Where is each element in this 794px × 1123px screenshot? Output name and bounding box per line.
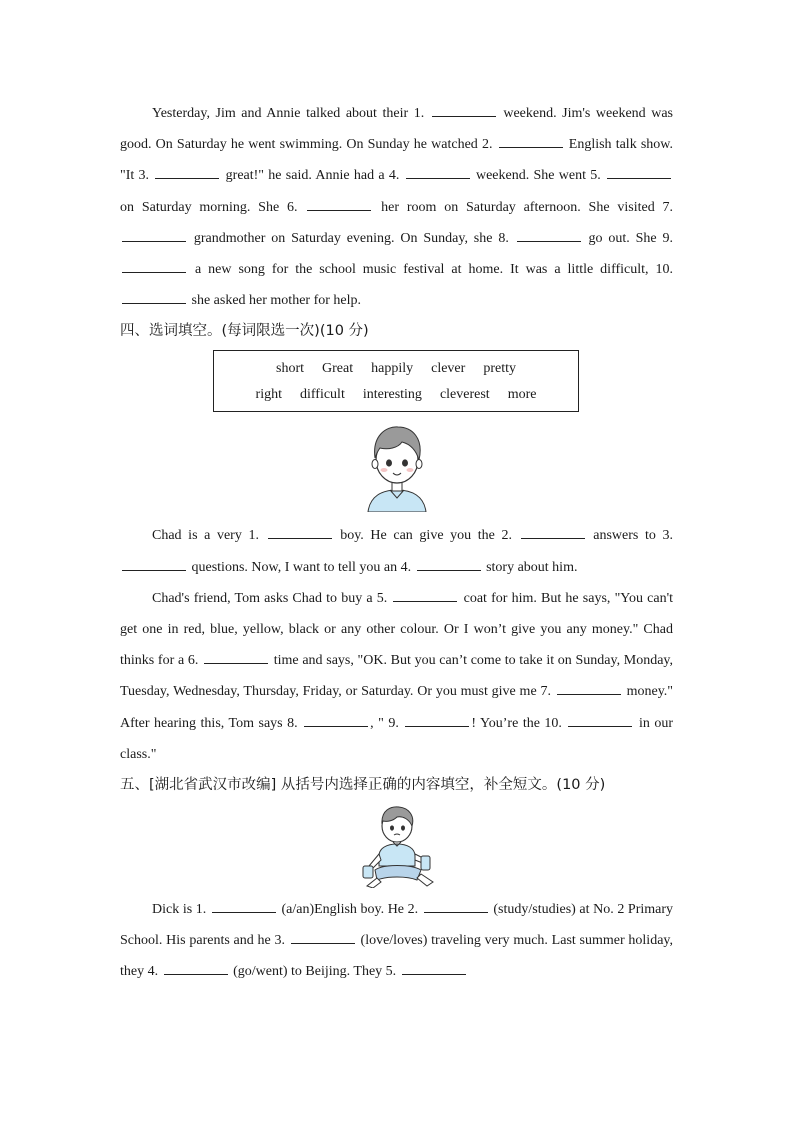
blank-1[interactable]: [212, 900, 276, 913]
text-segment: time and says, "OK. But you can’t come to take it on Sunday, Monday, Tuesday, Wednesday, Thursday, Friday, or Saturday. Or you must give me 7.: [120, 653, 674, 700]
text-segment: her room on Saturday afternoon. She visited 7.: [381, 199, 674, 215]
passage-chad-2: [120, 583, 673, 770]
passage-chad-1: [120, 520, 673, 582]
text-segment: English talk show. "It 3.: [120, 137, 673, 184]
blank-1[interactable]: [268, 526, 332, 539]
word-bank-row-1: [214, 356, 578, 382]
blank-8[interactable]: [517, 229, 581, 242]
text-segment: on Saturday morning. She 6.: [120, 199, 298, 215]
blank-1[interactable]: [432, 104, 496, 117]
passage-dick: [120, 894, 673, 988]
text-segment: boy. He can give you the 2.: [340, 528, 513, 544]
passage-jim-annie: [120, 98, 673, 316]
sitting-boy-illustration-wrap: [120, 804, 673, 888]
text-segment: weekend. She went 5.: [475, 168, 601, 184]
blank-8[interactable]: [304, 714, 368, 727]
word-option: right: [255, 387, 282, 403]
blank-4[interactable]: [417, 558, 481, 571]
text-segment: a new song for the school music festival at home. It was a little difficult, 10.: [194, 262, 673, 278]
text-segment: grandmother on Saturday evening. On Sunday, she 8.: [193, 230, 509, 246]
section-4-heading: 四、选词填空。(每词限选一次)(10 分): [120, 323, 369, 340]
blank-7[interactable]: [122, 229, 186, 242]
blank-10[interactable]: [122, 291, 186, 304]
text-segment: she asked her mother for help.: [191, 293, 361, 309]
text-segment: (go/went) to Beijing. They 5.: [233, 964, 397, 980]
blank-10[interactable]: [568, 714, 632, 727]
text-segment: Yesterday, Jim and Annie talked about their 1.: [152, 106, 425, 121]
blank-5[interactable]: [607, 166, 671, 179]
word-option: interesting: [362, 387, 422, 403]
word-option: more: [507, 387, 537, 403]
word-option: happily: [371, 361, 414, 377]
text-segment: great!" he said. Annie had a 4.: [225, 168, 400, 184]
worksheet-page: [120, 98, 673, 988]
blank-3[interactable]: [122, 558, 186, 571]
word-option: cleverest: [439, 387, 490, 403]
word-option: difficult: [299, 387, 345, 403]
blank-3[interactable]: [291, 931, 355, 944]
blank-3[interactable]: [155, 166, 219, 179]
blank-5[interactable]: [402, 962, 466, 975]
text-segment: " 9.: [378, 715, 399, 731]
blank-5[interactable]: [393, 589, 457, 602]
text-segment: money." After hearing this, Tom says 8.: [120, 684, 674, 731]
text-segment: go out. She 9.: [588, 230, 674, 246]
word-option: clever: [431, 361, 466, 377]
blank-9[interactable]: [405, 714, 469, 727]
text-segment: (a/an)English boy. He 2.: [281, 902, 419, 918]
text-segment: ! You’re the 10.: [471, 715, 562, 731]
word-bank: [213, 350, 579, 412]
blank-2[interactable]: [521, 526, 585, 539]
blank-6[interactable]: [204, 651, 268, 664]
text-segment: answers to 3.: [593, 528, 673, 544]
blank-6[interactable]: [307, 198, 371, 211]
word-option: Great: [322, 361, 354, 377]
text-segment: Dick is 1.: [152, 902, 207, 918]
text-segment: story about him.: [486, 559, 578, 575]
blank-4[interactable]: [406, 166, 470, 179]
text-segment: Chad's friend, Tom asks Chad to buy a 5.: [152, 590, 388, 606]
text-segment: Chad is a very 1.: [152, 528, 259, 544]
sitting-boy-illustration: [357, 804, 437, 888]
blank-7[interactable]: [557, 682, 621, 695]
text-segment: ,: [370, 715, 374, 731]
word-option: short: [276, 361, 305, 377]
blank-4[interactable]: [164, 962, 228, 975]
boy-illustration-wrap: [120, 422, 673, 512]
blank-2[interactable]: [499, 135, 563, 148]
boy-portrait-illustration: [362, 422, 432, 512]
section-5-heading: 五、[湖北省武汉市改编] 从括号内选择正确的内容填空，补全短文。(10 分): [120, 777, 606, 794]
text-segment: (love/loves) traveling very much. Last summer holiday, they 4.: [120, 933, 673, 980]
text-segment: in our class.": [120, 715, 674, 762]
blank-2[interactable]: [424, 900, 488, 913]
text-segment: weekend. Jim's weekend was good. On Saturday he went swimming. On Sunday he watched 2.: [120, 106, 673, 153]
word-bank-row-2: [214, 382, 578, 408]
text-segment: questions. Now, I want to tell you an 4.: [191, 559, 412, 575]
blank-9[interactable]: [122, 260, 186, 273]
text-segment: (study/studies) at No. 2 Primary School. His parents and he 3.: [120, 902, 674, 949]
text-segment: coat for him. But he says, "You can't get one in red, blue, yellow, black or any other colour. Or I won’t give you any money." Chad thinks for a 6.: [120, 590, 674, 669]
word-option: pretty: [483, 361, 516, 377]
